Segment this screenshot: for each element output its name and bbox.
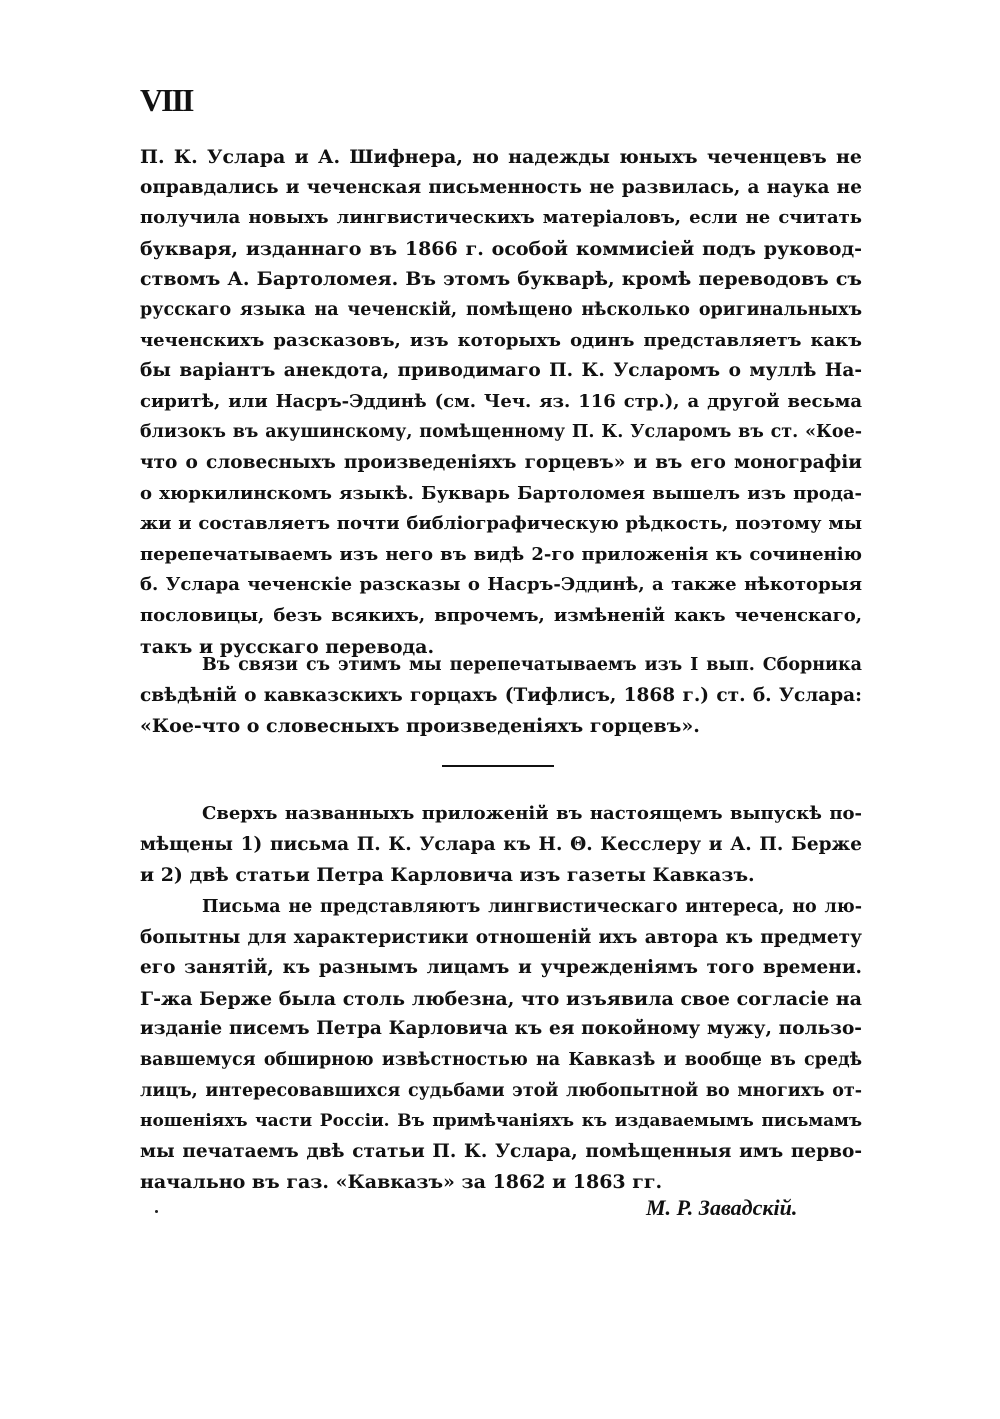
text-line: П. К. Услара и А. Шифнера, но надежды юныхъ чеченцевъ не [140, 146, 862, 168]
text-line: Сверхъ названныхъ приложеній въ настоящемъ выпускѣ по- [202, 803, 862, 824]
text-line: близокъ въ акушинскому, помѣщенному П. К. Усларомъ въ ст. «Кое- [140, 422, 862, 443]
text-line: пословицы, безъ всякихъ, впрочемъ, измѣненій какъ чеченскаго, [140, 604, 862, 626]
text-line: о хюркилинскомъ языкѣ. Букварь Бартоломея вышелъ изъ прода- [140, 482, 862, 504]
text-line: жи и составляетъ почти библіографическую рѣдкость, поэтому мы [140, 513, 862, 535]
text-line: оправдались и чеченская письменность не развилась, а наука не [140, 176, 862, 198]
text-line: букваря, изданнаго въ 1866 г. особой коммисіей подъ руковод- [140, 237, 862, 260]
text-line: Письма не представляютъ лингвистическаго интереса, но лю- [202, 897, 862, 917]
text-line: «Кое-что о словесныхъ произведеніяхъ горцевъ». [140, 715, 700, 738]
text-line: мѣщены 1) письма П. К. Услара къ Н. Θ. Кесслеру и А. П. Берже [140, 833, 862, 855]
text-line: лицъ, интересовавшихся судьбами этой любопытной во многихъ от- [140, 1080, 862, 1101]
text-line: бы варіантъ анекдота, приводимаго П. К. Усларомъ о муллѣ На- [140, 360, 862, 382]
text-line: получила новыхъ лингвистическихъ матеріаловъ, если не считать [140, 207, 862, 229]
text-line: б. Услара чеченскіе разсказы о Насръ-Эддинѣ, а также нѣкоторыя [140, 574, 862, 596]
section-divider [442, 765, 554, 767]
text-line: чеченскихъ разсказовъ, изъ которыхъ одинъ представляетъ какъ [140, 329, 862, 351]
author-signature: М. Р. Завадскій. [646, 1195, 798, 1220]
text-line: вавшемуся обширною извѣстностью на Кавказѣ и вообще въ средѣ [140, 1049, 862, 1070]
text-line: перепечатываемъ изъ него въ видѣ 2-го приложенія къ сочиненію [140, 543, 862, 565]
text-line: бопытны для характеристики отношеній ихъ автора къ предмету [140, 926, 862, 948]
paragraph-4 [140, 892, 862, 1198]
text-line: его занятій, къ разнымъ лицамъ и учрежденіямъ того времени. [140, 957, 862, 979]
text-line: и 2) двѣ статьи Петра Карловича изъ газеты Кавказъ. [140, 864, 755, 887]
text-line: русскаго языка на чеченскій, помѣщено нѣсколько оригинальныхъ [140, 299, 862, 320]
paragraph-3 [140, 799, 862, 891]
text-line: начально въ газ. «Кавказъ» за 1862 и 1863 гг. [140, 1171, 663, 1194]
paragraph-1 [140, 142, 862, 662]
text-line: такъ и русскаго перевода. [140, 635, 435, 658]
paragraph-2 [140, 650, 862, 742]
text-line: ношеніяхъ части Россіи. Въ примѣчаніяхъ къ издаваемымъ письмамъ [140, 1111, 862, 1132]
text-line: мы печатаемъ двѣ статьи П. К. Услара, помѣщенныя имъ перво- [140, 1140, 862, 1162]
text-line: что о словесныхъ произведеніяхъ горцевъ» и въ его монографіи [140, 451, 862, 473]
text-line: свѣдѣній о кавказскихъ горцахъ (Тифлисъ, 1868 г.) ст. б. Услара: [140, 684, 862, 706]
ink-speck [155, 1210, 158, 1213]
page-number: VIII [140, 82, 193, 118]
text-line: Г-жа Берже была столь любезна, что изъявила свое согласіе на [140, 987, 862, 1010]
text-line: изданіе писемъ Петра Карловича къ ея покойному мужу, пользо- [140, 1018, 862, 1040]
text-line: сиритѣ, или Насръ-Эддинѣ (см. Чеч. яз. 116 стр.), а другой весьма [140, 390, 862, 412]
text-line: Въ связи съ этимъ мы перепечатываемъ изъ I вып. Сборника [202, 655, 862, 675]
text-line: ствомъ А. Бартоломея. Въ этомъ букварѣ, кромѣ переводовъ съ [140, 268, 862, 291]
